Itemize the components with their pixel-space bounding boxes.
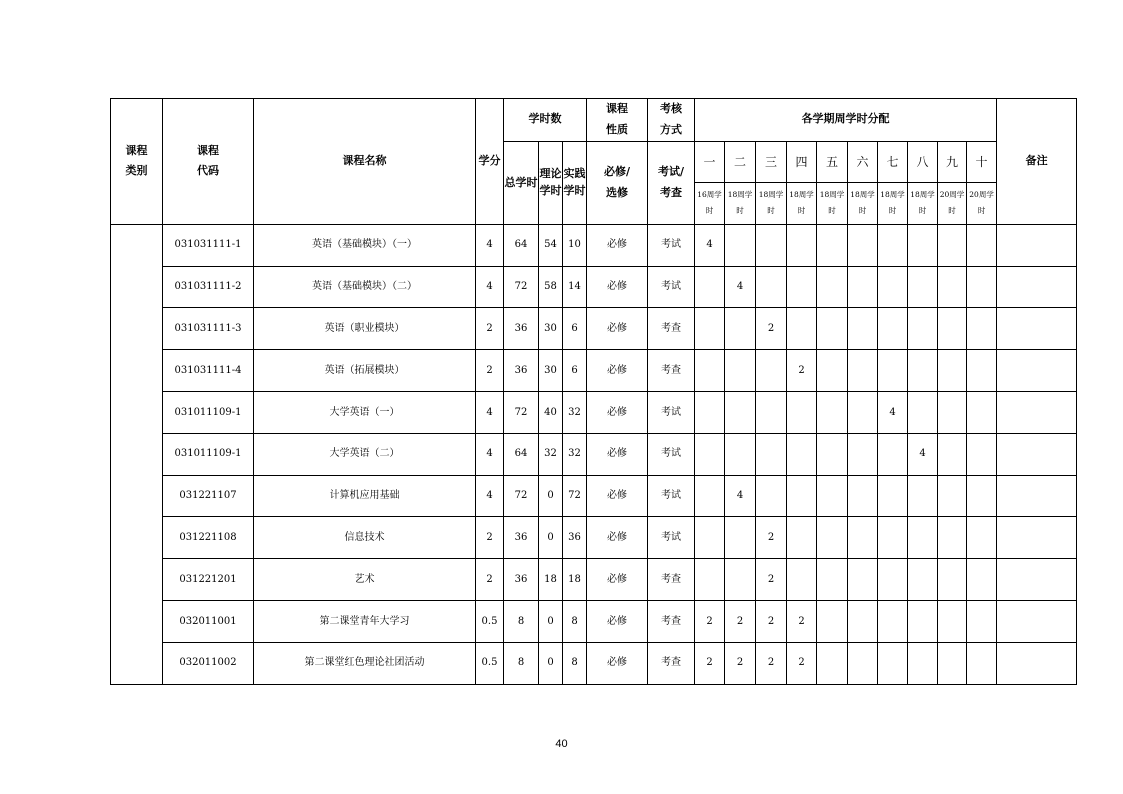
cell-remarks bbox=[997, 350, 1077, 392]
table-row bbox=[111, 433, 1077, 475]
cell-semester-1 bbox=[695, 350, 725, 392]
cell-semester-1: 2 bbox=[695, 600, 725, 642]
cell-semester-8 bbox=[908, 517, 938, 559]
cell-nature: 必修 bbox=[587, 600, 648, 642]
cell-theory: 18 bbox=[539, 559, 563, 601]
cell-semester-3 bbox=[756, 391, 787, 433]
header-semester-group: 各学期周学时分配 bbox=[695, 99, 997, 142]
cell-name: 英语（拓展模块） bbox=[254, 350, 476, 392]
cell-nature: 必修 bbox=[587, 350, 648, 392]
cell-nature: 必修 bbox=[587, 391, 648, 433]
cell-theory: 32 bbox=[539, 433, 563, 475]
cell-total: 8 bbox=[504, 600, 539, 642]
cell-practice: 18 bbox=[563, 559, 587, 601]
cell-semester-7 bbox=[878, 600, 908, 642]
cell-semester-10 bbox=[967, 266, 997, 308]
header-remarks: 备注 bbox=[997, 99, 1077, 225]
cell-credit: 2 bbox=[476, 350, 504, 392]
cell-semester-5 bbox=[817, 600, 848, 642]
header-semester-4: 四 bbox=[787, 141, 817, 182]
cell-semester-7 bbox=[878, 350, 908, 392]
cell-semester-6 bbox=[848, 266, 878, 308]
header-semester-3: 三 bbox=[756, 141, 787, 182]
header-semester-2: 二 bbox=[725, 141, 756, 182]
cell-semester-2: 2 bbox=[725, 642, 756, 684]
cell-nature: 必修 bbox=[587, 433, 648, 475]
cell-semester-4 bbox=[787, 559, 817, 601]
cell-code: 031011109-1 bbox=[163, 433, 254, 475]
cell-semester-7 bbox=[878, 433, 908, 475]
header-weeks-8: 18周学 时 bbox=[908, 182, 938, 224]
cell-semester-2: 4 bbox=[725, 266, 756, 308]
cell-semester-3 bbox=[756, 433, 787, 475]
cell-semester-5 bbox=[817, 391, 848, 433]
cell-semester-1 bbox=[695, 266, 725, 308]
cell-name: 信息技术 bbox=[254, 517, 476, 559]
header-semester-7: 七 bbox=[878, 141, 908, 182]
cell-name: 第二课堂青年大学习 bbox=[254, 600, 476, 642]
cell-semester-1 bbox=[695, 559, 725, 601]
cell-semester-3 bbox=[756, 266, 787, 308]
cell-semester-5 bbox=[817, 350, 848, 392]
header-weeks-1: 16周学 时 bbox=[695, 182, 725, 224]
cell-credit: 0.5 bbox=[476, 600, 504, 642]
cell-practice: 32 bbox=[563, 391, 587, 433]
cell-semester-7: 4 bbox=[878, 391, 908, 433]
cell-assessment: 考查 bbox=[648, 350, 695, 392]
cell-semester-6 bbox=[848, 517, 878, 559]
cell-semester-9 bbox=[938, 350, 967, 392]
header-weeks-4: 18周学 时 bbox=[787, 182, 817, 224]
cell-code: 031031111-4 bbox=[163, 350, 254, 392]
table-row bbox=[111, 517, 1077, 559]
cell-semester-6 bbox=[848, 642, 878, 684]
cell-credit: 2 bbox=[476, 517, 504, 559]
cell-credit: 4 bbox=[476, 475, 504, 517]
cell-remarks bbox=[997, 559, 1077, 601]
cell-semester-8 bbox=[908, 350, 938, 392]
cell-code: 031031111-2 bbox=[163, 266, 254, 308]
header-nature-bottom: 必修/ 选修 bbox=[587, 141, 648, 224]
header-weeks-2: 18周学 时 bbox=[725, 182, 756, 224]
cell-semester-9 bbox=[938, 266, 967, 308]
cell-semester-9 bbox=[938, 224, 967, 266]
cell-semester-5 bbox=[817, 642, 848, 684]
cell-total: 36 bbox=[504, 350, 539, 392]
cell-semester-8 bbox=[908, 391, 938, 433]
header-weeks-6: 18周学 时 bbox=[848, 182, 878, 224]
cell-nature: 必修 bbox=[587, 517, 648, 559]
header-theory-hours: 理论 学时 bbox=[539, 141, 563, 224]
cell-code: 031031111-3 bbox=[163, 308, 254, 350]
cell-assessment: 考查 bbox=[648, 559, 695, 601]
cell-semester-9 bbox=[938, 517, 967, 559]
cell-practice: 8 bbox=[563, 600, 587, 642]
cell-nature: 必修 bbox=[587, 308, 648, 350]
cell-total: 36 bbox=[504, 517, 539, 559]
cell-semester-7 bbox=[878, 475, 908, 517]
header-assessment-bottom: 考试/ 考查 bbox=[648, 141, 695, 224]
cell-total: 72 bbox=[504, 475, 539, 517]
cell-semester-3: 2 bbox=[756, 600, 787, 642]
cell-assessment: 考查 bbox=[648, 308, 695, 350]
header-semester-10: 十 bbox=[967, 141, 997, 182]
header-weeks-7: 18周学 时 bbox=[878, 182, 908, 224]
cell-semester-6 bbox=[848, 308, 878, 350]
cell-remarks bbox=[997, 308, 1077, 350]
cell-total: 8 bbox=[504, 642, 539, 684]
cell-semester-5 bbox=[817, 475, 848, 517]
cell-semester-4: 2 bbox=[787, 600, 817, 642]
cell-code: 031221108 bbox=[163, 517, 254, 559]
cell-semester-2 bbox=[725, 391, 756, 433]
cell-semester-10 bbox=[967, 308, 997, 350]
cell-nature: 必修 bbox=[587, 642, 648, 684]
cell-name: 英语（基础模块）（一） bbox=[254, 224, 476, 266]
cell-remarks bbox=[997, 517, 1077, 559]
cell-semester-8 bbox=[908, 224, 938, 266]
cell-semester-10 bbox=[967, 433, 997, 475]
cell-semester-6 bbox=[848, 600, 878, 642]
cell-semester-3 bbox=[756, 475, 787, 517]
cell-semester-9 bbox=[938, 475, 967, 517]
cell-semester-5 bbox=[817, 224, 848, 266]
cell-semester-8 bbox=[908, 600, 938, 642]
cell-theory: 0 bbox=[539, 517, 563, 559]
cell-semester-1 bbox=[695, 391, 725, 433]
cell-semester-6 bbox=[848, 433, 878, 475]
header-nature-top: 课程 性质 bbox=[587, 99, 648, 142]
header-weeks-5: 18周学 时 bbox=[817, 182, 848, 224]
cell-semester-9 bbox=[938, 391, 967, 433]
cell-credit: 4 bbox=[476, 433, 504, 475]
cell-semester-5 bbox=[817, 559, 848, 601]
cell-semester-9 bbox=[938, 433, 967, 475]
cell-semester-2 bbox=[725, 224, 756, 266]
cell-assessment: 考查 bbox=[648, 600, 695, 642]
cell-total: 72 bbox=[504, 266, 539, 308]
cell-practice: 10 bbox=[563, 224, 587, 266]
cell-semester-6 bbox=[848, 350, 878, 392]
cell-semester-3: 2 bbox=[756, 308, 787, 350]
cell-total: 64 bbox=[504, 433, 539, 475]
cell-practice: 36 bbox=[563, 517, 587, 559]
cell-semester-5 bbox=[817, 433, 848, 475]
cell-nature: 必修 bbox=[587, 224, 648, 266]
cell-semester-7 bbox=[878, 517, 908, 559]
cell-semester-6 bbox=[848, 559, 878, 601]
cell-semester-1 bbox=[695, 475, 725, 517]
cell-semester-10 bbox=[967, 391, 997, 433]
cell-nature: 必修 bbox=[587, 266, 648, 308]
cell-name: 大学英语（二） bbox=[254, 433, 476, 475]
cell-semester-10 bbox=[967, 224, 997, 266]
header-credit: 学分 bbox=[476, 99, 504, 225]
cell-semester-3 bbox=[756, 224, 787, 266]
cell-semester-8 bbox=[908, 308, 938, 350]
cell-name: 计算机应用基础 bbox=[254, 475, 476, 517]
cell-semester-3: 2 bbox=[756, 642, 787, 684]
table-row bbox=[111, 642, 1077, 684]
cell-total: 36 bbox=[504, 559, 539, 601]
category-cell bbox=[111, 224, 163, 684]
cell-semester-7 bbox=[878, 224, 908, 266]
cell-semester-6 bbox=[848, 475, 878, 517]
cell-theory: 40 bbox=[539, 391, 563, 433]
cell-theory: 30 bbox=[539, 308, 563, 350]
cell-semester-3: 2 bbox=[756, 517, 787, 559]
cell-practice: 32 bbox=[563, 433, 587, 475]
cell-semester-8 bbox=[908, 475, 938, 517]
cell-theory: 0 bbox=[539, 475, 563, 517]
cell-assessment: 考试 bbox=[648, 266, 695, 308]
cell-semester-2 bbox=[725, 559, 756, 601]
cell-semester-5 bbox=[817, 517, 848, 559]
cell-semester-3: 2 bbox=[756, 559, 787, 601]
cell-nature: 必修 bbox=[587, 475, 648, 517]
cell-credit: 2 bbox=[476, 308, 504, 350]
cell-credit: 2 bbox=[476, 559, 504, 601]
cell-total: 72 bbox=[504, 391, 539, 433]
table-row bbox=[111, 475, 1077, 517]
header-hours-group: 学时数 bbox=[504, 99, 587, 142]
cell-semester-2 bbox=[725, 350, 756, 392]
cell-semester-2: 4 bbox=[725, 475, 756, 517]
cell-semester-10 bbox=[967, 517, 997, 559]
cell-semester-2 bbox=[725, 433, 756, 475]
cell-semester-4: 2 bbox=[787, 350, 817, 392]
cell-credit: 4 bbox=[476, 266, 504, 308]
cell-remarks bbox=[997, 600, 1077, 642]
cell-nature: 必修 bbox=[587, 559, 648, 601]
cell-semester-8 bbox=[908, 559, 938, 601]
cell-practice: 14 bbox=[563, 266, 587, 308]
cell-semester-9 bbox=[938, 308, 967, 350]
cell-name: 艺术 bbox=[254, 559, 476, 601]
cell-name: 英语（职业模块） bbox=[254, 308, 476, 350]
cell-code: 031031111-1 bbox=[163, 224, 254, 266]
cell-semester-2 bbox=[725, 308, 756, 350]
cell-semester-4: 2 bbox=[787, 642, 817, 684]
cell-remarks bbox=[997, 224, 1077, 266]
cell-assessment: 考试 bbox=[648, 391, 695, 433]
cell-semester-1 bbox=[695, 517, 725, 559]
cell-code: 032011002 bbox=[163, 642, 254, 684]
cell-semester-2: 2 bbox=[725, 600, 756, 642]
cell-semester-10 bbox=[967, 475, 997, 517]
cell-semester-7 bbox=[878, 266, 908, 308]
cell-semester-4 bbox=[787, 224, 817, 266]
cell-semester-10 bbox=[967, 642, 997, 684]
table-row bbox=[111, 266, 1077, 308]
cell-semester-7 bbox=[878, 642, 908, 684]
cell-semester-9 bbox=[938, 642, 967, 684]
header-assessment-top: 考核 方式 bbox=[648, 99, 695, 142]
cell-semester-10 bbox=[967, 559, 997, 601]
cell-semester-1 bbox=[695, 308, 725, 350]
page-number: 40 bbox=[555, 738, 568, 750]
table-row bbox=[111, 224, 1077, 266]
header-semester-1: 一 bbox=[695, 141, 725, 182]
table-row bbox=[111, 391, 1077, 433]
cell-credit: 4 bbox=[476, 391, 504, 433]
cell-practice: 8 bbox=[563, 642, 587, 684]
cell-semester-3 bbox=[756, 350, 787, 392]
header-name: 课程名称 bbox=[254, 99, 476, 225]
header-weeks-3: 18周学 时 bbox=[756, 182, 787, 224]
cell-remarks bbox=[997, 433, 1077, 475]
header-semester-6: 六 bbox=[848, 141, 878, 182]
table-row bbox=[111, 308, 1077, 350]
cell-practice: 6 bbox=[563, 350, 587, 392]
cell-name: 英语（基础模块）（二） bbox=[254, 266, 476, 308]
header-practice-hours: 实践 学时 bbox=[563, 141, 587, 224]
cell-semester-5 bbox=[817, 308, 848, 350]
cell-semester-8 bbox=[908, 642, 938, 684]
cell-assessment: 考查 bbox=[648, 642, 695, 684]
cell-theory: 58 bbox=[539, 266, 563, 308]
cell-theory: 30 bbox=[539, 350, 563, 392]
cell-credit: 0.5 bbox=[476, 642, 504, 684]
cell-semester-4 bbox=[787, 266, 817, 308]
table-row bbox=[111, 559, 1077, 601]
cell-total: 36 bbox=[504, 308, 539, 350]
cell-code: 031221107 bbox=[163, 475, 254, 517]
cell-semester-9 bbox=[938, 559, 967, 601]
cell-semester-7 bbox=[878, 559, 908, 601]
cell-semester-1: 4 bbox=[695, 224, 725, 266]
cell-semester-1 bbox=[695, 433, 725, 475]
cell-semester-1: 2 bbox=[695, 642, 725, 684]
cell-semester-4 bbox=[787, 475, 817, 517]
cell-semester-4 bbox=[787, 517, 817, 559]
header-weeks-10: 20周学 时 bbox=[967, 182, 997, 224]
cell-semester-4 bbox=[787, 391, 817, 433]
cell-theory: 0 bbox=[539, 642, 563, 684]
cell-semester-8 bbox=[908, 266, 938, 308]
cell-name: 大学英语（一） bbox=[254, 391, 476, 433]
cell-semester-5 bbox=[817, 266, 848, 308]
header-semester-9: 九 bbox=[938, 141, 967, 182]
cell-theory: 54 bbox=[539, 224, 563, 266]
cell-assessment: 考试 bbox=[648, 224, 695, 266]
cell-code: 032011001 bbox=[163, 600, 254, 642]
cell-practice: 72 bbox=[563, 475, 587, 517]
cell-remarks bbox=[997, 642, 1077, 684]
cell-assessment: 考试 bbox=[648, 475, 695, 517]
cell-code: 031221201 bbox=[163, 559, 254, 601]
cell-semester-8: 4 bbox=[908, 433, 938, 475]
cell-remarks bbox=[997, 266, 1077, 308]
cell-semester-4 bbox=[787, 308, 817, 350]
cell-name: 第二课堂红色理论社团活动 bbox=[254, 642, 476, 684]
cell-semester-10 bbox=[967, 600, 997, 642]
cell-assessment: 考试 bbox=[648, 517, 695, 559]
header-category: 课程 类别 bbox=[111, 99, 163, 225]
course-table bbox=[110, 98, 1077, 685]
cell-semester-9 bbox=[938, 600, 967, 642]
cell-semester-6 bbox=[848, 391, 878, 433]
cell-theory: 0 bbox=[539, 600, 563, 642]
header-semester-5: 五 bbox=[817, 141, 848, 182]
cell-semester-4 bbox=[787, 433, 817, 475]
cell-assessment: 考试 bbox=[648, 433, 695, 475]
header-total-hours: 总学时 bbox=[504, 141, 539, 224]
header-weeks-9: 20周学 时 bbox=[938, 182, 967, 224]
header-semester-8: 八 bbox=[908, 141, 938, 182]
table-row bbox=[111, 600, 1077, 642]
cell-semester-7 bbox=[878, 308, 908, 350]
cell-semester-6 bbox=[848, 224, 878, 266]
cell-code: 031011109-1 bbox=[163, 391, 254, 433]
table-row bbox=[111, 350, 1077, 392]
cell-semester-10 bbox=[967, 350, 997, 392]
cell-remarks bbox=[997, 391, 1077, 433]
cell-total: 64 bbox=[504, 224, 539, 266]
cell-semester-2 bbox=[725, 517, 756, 559]
header-code: 课程 代码 bbox=[163, 99, 254, 225]
cell-credit: 4 bbox=[476, 224, 504, 266]
cell-practice: 6 bbox=[563, 308, 587, 350]
cell-remarks bbox=[997, 475, 1077, 517]
